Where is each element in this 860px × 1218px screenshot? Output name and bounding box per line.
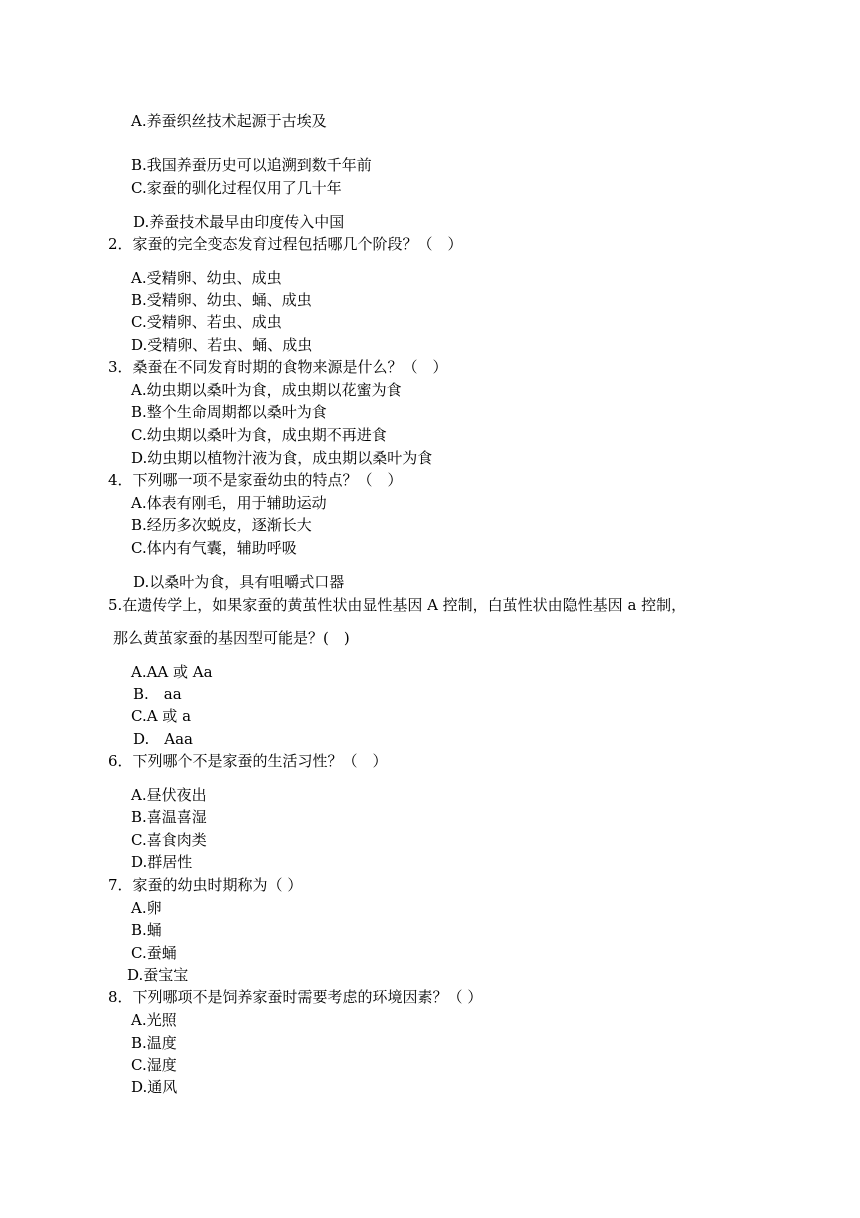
q5-stem-line1: 5.在遗传学上，如果家蚕的黄茧性状由显性基因 A 控制，白茧性状由隐性基因 a 控制， bbox=[108, 596, 687, 614]
q1-option-d: D.养蚕技术最早由印度传入中国 bbox=[133, 213, 345, 231]
q4-stem: 4．下列哪一项不是家蚕幼虫的特点？（ ） bbox=[108, 471, 403, 489]
q5-option-a: A.AA 或 Aa bbox=[131, 663, 213, 681]
q8-option-c: C.湿度 bbox=[131, 1056, 177, 1074]
q6-stem: 6．下列哪个不是家蚕的生活习性？（ ） bbox=[108, 752, 388, 770]
q1-option-b: B.我国养蚕历史可以追溯到数千年前 bbox=[131, 156, 372, 174]
q8-stem: 8．下列哪项不是饲养家蚕时需要考虑的环境因素？（ ） bbox=[108, 988, 483, 1006]
q3-option-d: D.幼虫期以植物汁液为食，成虫期以桑叶为食 bbox=[131, 449, 433, 467]
q3-option-c: C.幼虫期以桑叶为食，成虫期不再进食 bbox=[131, 426, 387, 444]
q1-option-a: A.养蚕织丝技术起源于古埃及 bbox=[131, 112, 327, 130]
q5-option-d: D. Aaa bbox=[133, 730, 193, 748]
q8-option-a: A.光照 bbox=[131, 1011, 177, 1029]
q4-option-d: D.以桑叶为食，具有咀嚼式口器 bbox=[133, 573, 345, 591]
q3-option-b: B.整个生命周期都以桑叶为食 bbox=[131, 403, 327, 421]
q7-option-d: D.蚕宝宝 bbox=[127, 966, 189, 984]
q2-option-d: D.受精卵、若虫、蛹、成虫 bbox=[131, 336, 313, 354]
q3-stem: 3．桑蚕在不同发育时期的食物来源是什么？（ ） bbox=[108, 358, 448, 376]
q2-option-c: C.受精卵、若虫、成虫 bbox=[131, 313, 282, 331]
q7-option-a: A.卵 bbox=[131, 899, 162, 917]
q2-option-a: A.受精卵、幼虫、成虫 bbox=[131, 269, 282, 287]
q6-option-d: D.群居性 bbox=[131, 853, 193, 871]
q8-option-b: B.温度 bbox=[131, 1034, 177, 1052]
q5-stem-line2: 那么黄茧家蚕的基因型可能是？( ) bbox=[113, 629, 350, 647]
q7-option-c: C.蚕蛹 bbox=[131, 944, 177, 962]
q2-option-b: B.受精卵、幼虫、蛹、成虫 bbox=[131, 291, 312, 309]
q7-option-b: B.蛹 bbox=[131, 921, 162, 939]
q4-option-b: B.经历多次蜕皮，逐渐长大 bbox=[131, 516, 312, 534]
q5-option-b: B. aa bbox=[133, 685, 182, 703]
q8-option-d: D.通风 bbox=[131, 1078, 178, 1096]
q6-option-c: C.喜食肉类 bbox=[131, 831, 207, 849]
q7-stem: 7．家蚕的幼虫时期称为（ ） bbox=[108, 876, 303, 894]
q6-option-b: B.喜温喜湿 bbox=[131, 808, 207, 826]
q4-option-c: C.体内有气囊，辅助呼吸 bbox=[131, 539, 297, 557]
q1-option-c: C.家蚕的驯化过程仅用了几十年 bbox=[131, 179, 342, 197]
q3-option-a: A.幼虫期以桑叶为食，成虫期以花蜜为食 bbox=[131, 381, 402, 399]
q2-stem: 2．家蚕的完全变态发育过程包括哪几个阶段？（ ） bbox=[108, 235, 463, 253]
q6-option-a: A.昼伏夜出 bbox=[131, 786, 207, 804]
q5-option-c: C.A 或 a bbox=[131, 707, 192, 725]
q4-option-a: A.体表有刚毛，用于辅助运动 bbox=[131, 494, 327, 512]
